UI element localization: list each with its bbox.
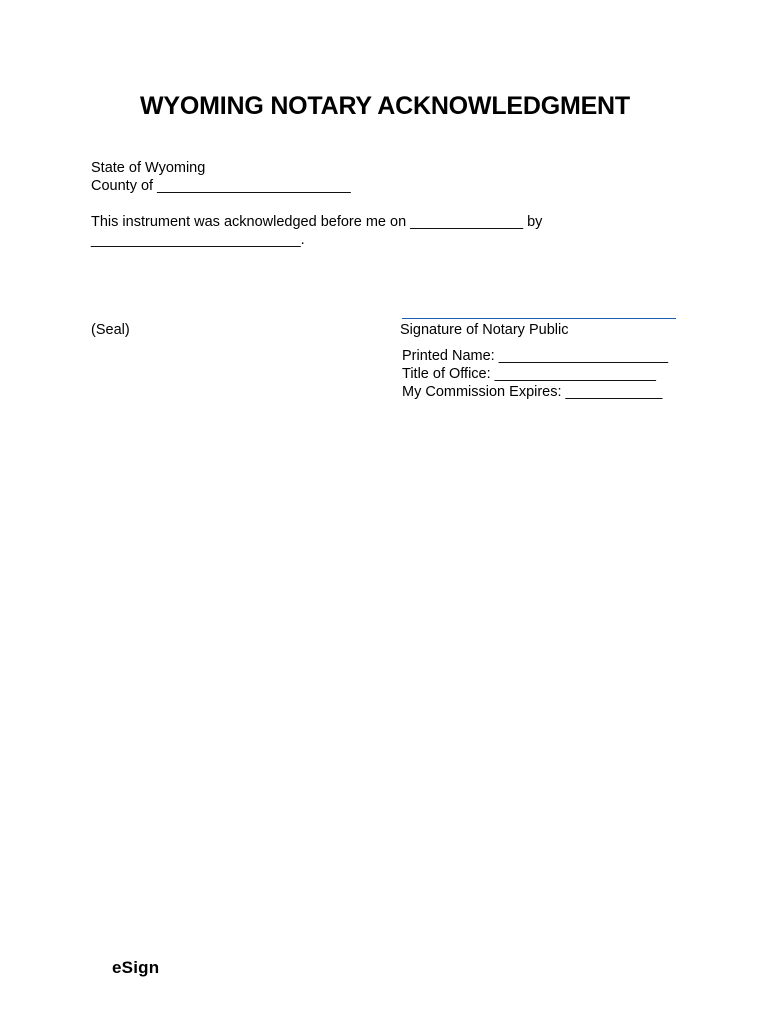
state-line: State of Wyoming: [91, 160, 206, 176]
seal-label: (Seal): [91, 322, 130, 338]
document-title: WYOMING NOTARY ACKNOWLEDGMENT: [139, 92, 630, 120]
esign-logo: eSign: [112, 958, 160, 977]
county-line: County of ________________________: [91, 178, 351, 194]
instrument-line-2: __________________________.: [91, 232, 305, 248]
printed-name-line: Printed Name: _____________________: [402, 348, 669, 364]
signature-label: Signature of Notary Public: [400, 322, 569, 338]
instrument-line-1: This instrument was acknowledged before me on ______________ by: [91, 214, 543, 230]
title-of-office-line: Title of Office: ____________________: [402, 366, 656, 382]
signature-rule: [402, 318, 676, 319]
commission-expires-line: My Commission Expires: ____________: [402, 384, 663, 400]
